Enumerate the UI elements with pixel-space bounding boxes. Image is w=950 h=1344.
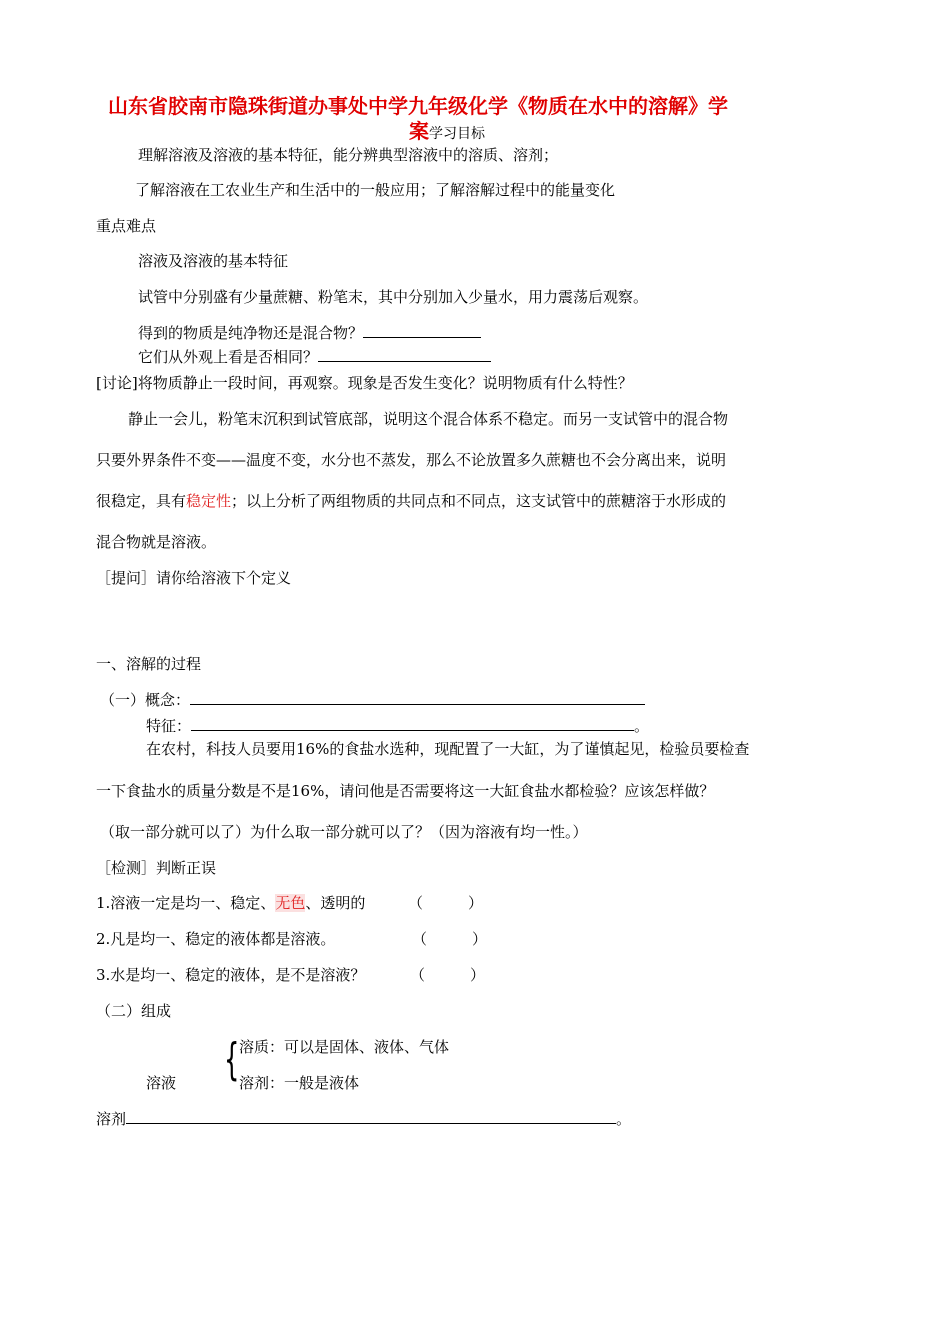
question-1-text: 得到的物质是纯净物还是混合物？ bbox=[138, 324, 364, 342]
concept-line bbox=[100, 690, 645, 710]
brace-icon: { bbox=[224, 1034, 240, 1085]
check-item-2: 2.凡是均一、稳定的液体都是溶液。 bbox=[96, 930, 336, 948]
check-heading: ［检测］判断正误 bbox=[96, 859, 217, 877]
section-2-heading: （二）组成 bbox=[96, 1002, 172, 1020]
solvent-line: 溶剂：一般是液体 bbox=[239, 1074, 360, 1092]
solution-label: 溶液 bbox=[146, 1074, 177, 1092]
solvent-definition-line bbox=[96, 1109, 631, 1129]
solvent-end: 。 bbox=[616, 1110, 632, 1128]
key-points-heading: 重点难点 bbox=[96, 217, 157, 235]
feature-blank[interactable] bbox=[191, 716, 634, 731]
experiment-text: 试管中分别盛有少量蔗糖、粉笔末，其中分别加入少量水，用力震荡后观察。 bbox=[138, 288, 649, 306]
question-1 bbox=[138, 323, 481, 343]
feature-end: 。 bbox=[634, 717, 650, 735]
paragraph-line-4: 混合物就是溶液。 bbox=[96, 533, 217, 551]
paragraph-line-3-start: 很稳定，具有 bbox=[96, 492, 187, 510]
rural-line-2: 一下食盐水的质量分数是不是16%，请问他是否需要将这一大缸食盐水都检验？应该怎样做？ bbox=[96, 782, 715, 800]
key-point: 溶液及溶液的基本特征 bbox=[138, 252, 289, 270]
solvent-blank[interactable] bbox=[126, 1109, 616, 1124]
document-title-end: 案 bbox=[409, 119, 429, 143]
goal-1: 理解溶液及溶液的基本特征，能分辨典型溶液中的溶质、溶剂； bbox=[138, 146, 559, 164]
paragraph-line-3-end: ；以上分析了两组物质的共同点和不同点，这支试管中的蔗糖溶于水形成的 bbox=[231, 492, 727, 510]
check-3-paren[interactable]: （ ） bbox=[410, 966, 486, 984]
stability-term: 稳定性 bbox=[186, 492, 232, 510]
check-1-paren[interactable]: （ ） bbox=[408, 894, 484, 912]
document-title-line2 bbox=[409, 119, 485, 146]
discussion-text: [讨论]将物质静止一段时间，再观察。现象是否发生变化？说明物质有什么特性？ bbox=[96, 374, 633, 392]
rural-line-1: 在农村，科技人员要用16%的食盐水选种，现配置了一大缸，为了谨慎起见，检验员要检查 bbox=[146, 740, 750, 758]
learning-goals-heading: 学习目标 bbox=[429, 126, 485, 142]
goal-2: 了解溶液在工农业生产和生活中的一般应用；了解溶解过程中的能量变化 bbox=[135, 181, 616, 199]
check-item-1 bbox=[96, 893, 365, 913]
answer-blank-1[interactable] bbox=[363, 323, 481, 338]
check-1-text-end: 、透明的 bbox=[305, 894, 366, 912]
check-2-paren[interactable]: （ ） bbox=[412, 930, 488, 948]
colorless-term: 无色 bbox=[275, 894, 306, 912]
paragraph-line-1: 静止一会儿，粉笔末沉积到试管底部，说明这个混合体系不稳定。而另一支试管中的混合物 bbox=[128, 410, 729, 428]
concept-label: （一）概念： bbox=[100, 691, 191, 709]
feature-line bbox=[146, 716, 649, 736]
question-prompt: ［提问］请你给溶液下个定义 bbox=[96, 569, 292, 587]
document-title-line1: 山东省胶南市隐珠街道办事处中学九年级化学《物质在水中的溶解》学 bbox=[108, 94, 728, 118]
check-1-text: 1.溶液一定是均一、稳定、 bbox=[96, 894, 276, 912]
feature-label: 特征： bbox=[146, 717, 192, 735]
solute-line: 溶质：可以是固体、液体、气体 bbox=[239, 1038, 450, 1056]
question-2-text: 它们从外观上看是否相同？ bbox=[138, 348, 319, 366]
check-item-3: 3.水是均一、稳定的液体，是不是溶液？ bbox=[96, 966, 366, 984]
rural-line-3: （取一部分就可以了）为什么取一部分就可以了？（因为溶液有均一性。） bbox=[100, 823, 588, 841]
concept-blank[interactable] bbox=[190, 690, 645, 705]
question-2 bbox=[138, 347, 491, 367]
solvent-label: 溶剂 bbox=[96, 1110, 127, 1128]
section-1-heading: 一、溶解的过程 bbox=[96, 655, 202, 673]
paragraph-line-3 bbox=[96, 491, 726, 511]
answer-blank-2[interactable] bbox=[318, 347, 491, 362]
paragraph-line-2: 只要外界条件不变——温度不变，水分也不蒸发，那么不论放置多久蔗糖也不会分离出来，说明 bbox=[96, 451, 727, 469]
